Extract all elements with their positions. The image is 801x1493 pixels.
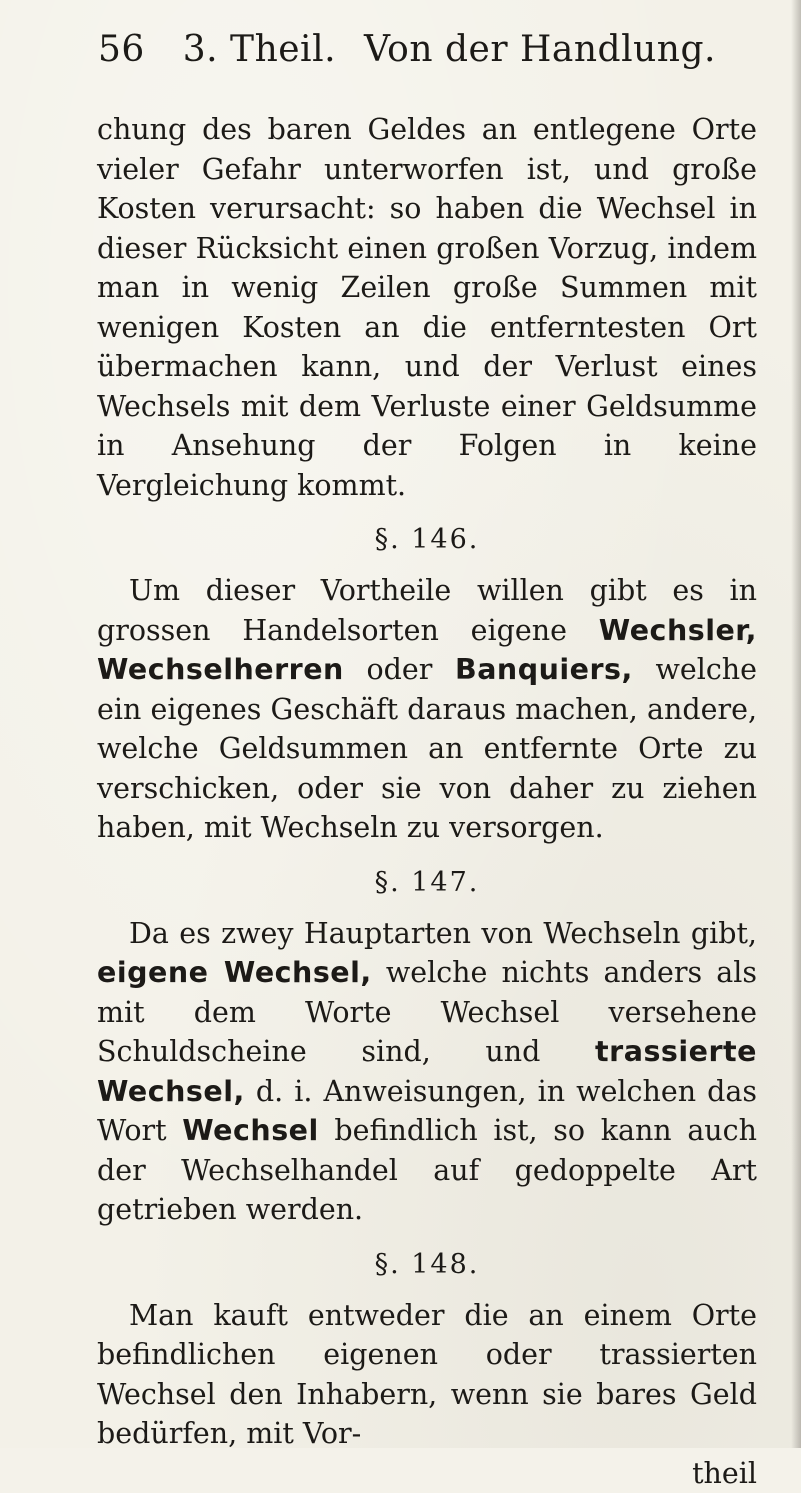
section-heading-146: §. 146. xyxy=(97,523,757,557)
term-banquiers: Banquiers, xyxy=(455,653,633,686)
running-title: Von der Handlung. xyxy=(364,29,716,70)
paragraph-147-text-2: welche nichts anders als mit dem Worte Wechsel versehene Schuldscheine sind, und xyxy=(97,956,757,1068)
term-eigene-wechsel: eigene Wechsel, xyxy=(97,956,372,989)
section-heading-147: §. 147. xyxy=(97,866,757,900)
paragraph-147-text-4: befindlich ist, so kann auch der Wechselhandel auf gedoppelte Art getrieben werden. xyxy=(97,1114,757,1226)
paragraph-148: Man kauft entweder die an einem Orte befindlichen eigenen oder trassierten Wechsel den Inhabern, wenn sie bares Geld bedürfen, mit Vor- xyxy=(97,1296,757,1454)
term-trassierte-wechsel: trassierte Wechsel, xyxy=(97,1035,757,1108)
running-header xyxy=(98,28,738,72)
term-wechsler: Wechsler, xyxy=(599,614,757,647)
paragraph-146-text-3: welche ein eigenes Geschäft daraus machen, andere, welche Geldsummen an entfernte Orte zu verschicken, oder sie von daher zu ziehen haben, mit Wechseln zu versorgen. xyxy=(97,653,757,844)
term-wechsel: Wechsel xyxy=(182,1114,319,1147)
paragraph-147-text-1: Da es zwey Hauptarten von Wechseln gibt, xyxy=(129,917,757,950)
body-text xyxy=(97,110,757,1493)
chapter-label: 3. Theil. xyxy=(183,29,336,70)
intro-paragraph: chung des baren Geldes an entlegene Orte vieler Gefahr unterworfen ist, und große Kosten verursacht: so haben die Wechsel in dieser Rücksicht einen großen Vorzug, indem man in wenig Zeilen große Summen mit wenigen Kosten an die entferntesten Ort übermachen kann, und der Verlust eines Wechsels mit dem Verluste einer Geldsumme in Ansehung der Folgen in keine Vergleichung kommt. xyxy=(97,110,757,505)
paragraph-147-text-3: d. i. Anweisungen, in welchen das Wort xyxy=(97,1075,757,1148)
page-edge-shadow xyxy=(791,0,801,1448)
term-wechselherren: Wechselherren xyxy=(97,653,344,686)
paragraph-146-text-1: Um dieser Vortheile willen gibt es in grossen Handelsorten eigene xyxy=(97,574,757,647)
paragraph-147 xyxy=(97,914,757,1230)
paragraph-146-text-2: oder xyxy=(366,653,432,686)
catchword: theil xyxy=(97,1454,757,1493)
paragraph-146 xyxy=(97,571,757,848)
page-number: 56 xyxy=(98,29,145,70)
section-heading-148: §. 148. xyxy=(97,1248,757,1282)
